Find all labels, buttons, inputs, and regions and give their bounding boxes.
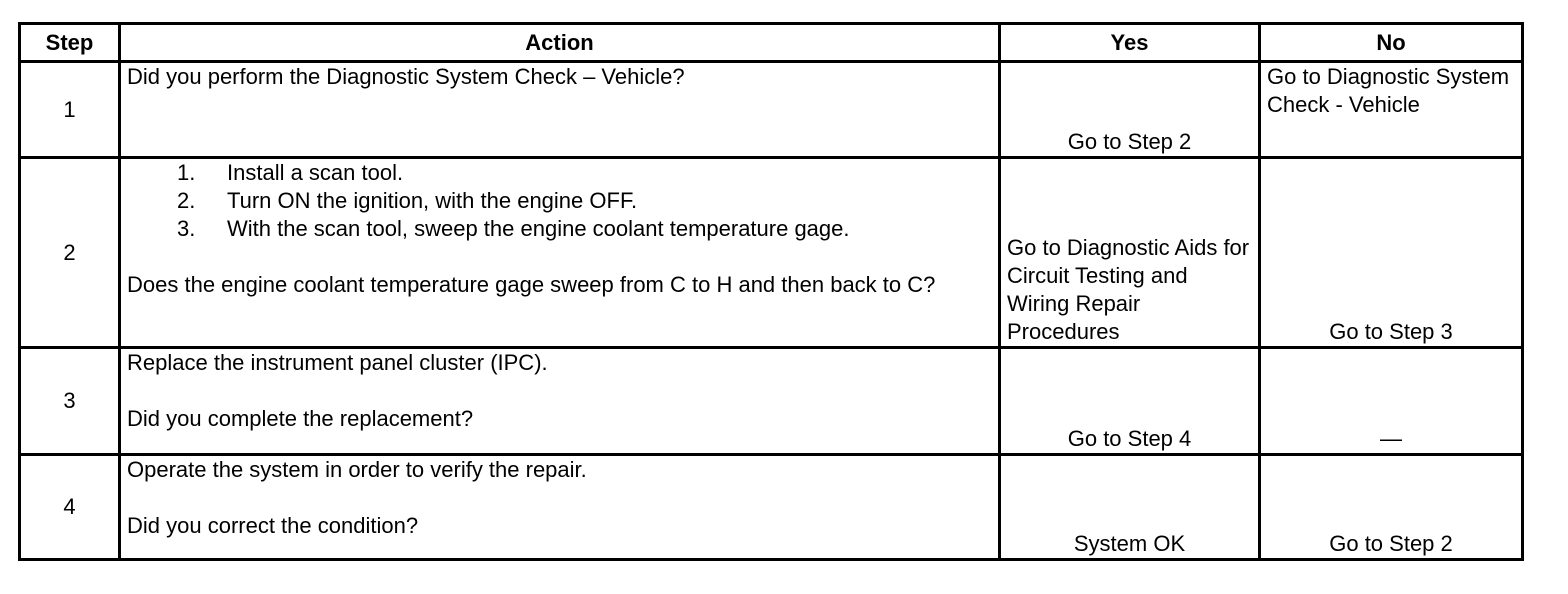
- action-text: Did you perform the Diagnostic System Check – Vehicle?: [127, 64, 685, 89]
- spacer: [127, 484, 992, 512]
- substep-number: 1.: [177, 160, 196, 185]
- step-number: 4: [20, 455, 120, 560]
- list-item: [127, 187, 992, 215]
- table-row: [20, 348, 1523, 455]
- header-yes: Yes: [1000, 24, 1260, 62]
- no-cell: Go to Step 2: [1260, 455, 1523, 560]
- spacer: [127, 377, 992, 405]
- action-text: Replace the instrument panel cluster (IPC).: [127, 350, 548, 375]
- header-step: Step: [20, 24, 120, 62]
- header-action: Action: [120, 24, 1000, 62]
- action-cell: [120, 158, 1000, 348]
- yes-cell: Go to Diagnostic Aids for Circuit Testing and Wiring Repair Procedures: [1000, 158, 1260, 348]
- substep-number: 2.: [177, 188, 196, 213]
- substep-number: 3.: [177, 216, 196, 241]
- yes-cell: System OK: [1000, 455, 1260, 560]
- no-cell: Go to Step 3: [1260, 158, 1523, 348]
- list-item: [127, 159, 992, 187]
- substep-text: With the scan tool, sweep the engine coolant temperature gage.: [227, 216, 850, 241]
- step-number: 3: [20, 348, 120, 455]
- diagnostic-table: [18, 22, 1524, 561]
- table-row: [20, 158, 1523, 348]
- table-row: [20, 455, 1523, 560]
- action-cell: [120, 348, 1000, 455]
- list-item: [127, 215, 992, 243]
- substep-text: Install a scan tool.: [227, 160, 404, 185]
- question-text: Did you complete the replacement?: [127, 406, 474, 431]
- step-number: 2: [20, 158, 120, 348]
- table-row: [20, 62, 1523, 158]
- substep-text: Turn ON the ignition, with the engine OFF.: [227, 188, 638, 213]
- action-cell: [120, 62, 1000, 158]
- action-text: Operate the system in order to verify the repair.: [127, 457, 587, 482]
- header-row: [20, 24, 1523, 62]
- spacer: [127, 243, 992, 271]
- no-cell: —: [1260, 348, 1523, 455]
- question-text: Did you correct the condition?: [127, 513, 419, 538]
- substep-list: [127, 159, 992, 243]
- action-cell: [120, 455, 1000, 560]
- header-no: No: [1260, 24, 1523, 62]
- yes-cell: Go to Step 2: [1000, 62, 1260, 158]
- yes-cell: Go to Step 4: [1000, 348, 1260, 455]
- question-text: Does the engine coolant temperature gage sweep from C to H and then back to C?: [127, 272, 936, 297]
- step-number: 1: [20, 62, 120, 158]
- no-cell: Go to Diagnostic System Check - Vehicle: [1260, 62, 1523, 158]
